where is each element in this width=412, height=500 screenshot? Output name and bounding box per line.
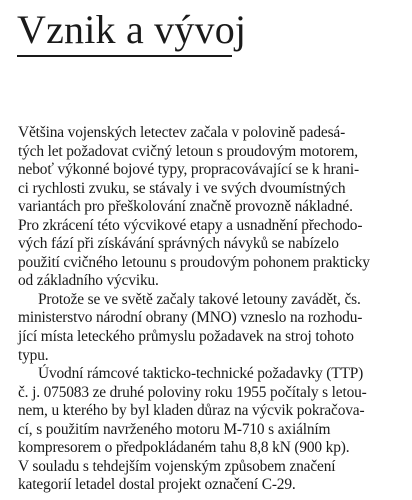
text-line: Většina vojenských letectev začala v polovině padesá-	[18, 124, 346, 141]
paragraph-3	[18, 365, 403, 495]
body-text	[18, 124, 403, 495]
text-line: neboť výkonné bojové typy, propracovávající se k hrani-	[18, 161, 359, 179]
text-line: ministerstvo národní obrany (MNO) vzneslo na rozhodu-	[18, 309, 363, 327]
paragraph-1	[18, 124, 403, 291]
text-line: variantách pro přeškolování značně provozně nákladné.	[18, 198, 353, 216]
heading-underline	[17, 55, 232, 57]
text-line: č. j. 075083 ze druhé poloviny roku 1955 počítaly s letou-	[18, 383, 367, 401]
text-line: Protože se ve světě začaly takové letouny zavádět, čs.	[38, 290, 361, 308]
text-line: typu.	[18, 346, 49, 364]
text-line: V souladu s tehdejším vojenským způsobem značení	[18, 457, 336, 475]
text-line: tých let požadovat cvičný letoun s proudovým motorem,	[18, 142, 358, 160]
text-line: kompresorem o předpokládaném tahu 8,8 kN (900 kp).	[18, 439, 350, 457]
paragraph-2	[18, 291, 403, 365]
text-line: vých fází při získávání správných návyků se nabízelo	[18, 235, 339, 253]
text-line: Úvodní rámcové takticko-technické požadavky (TTP)	[38, 365, 364, 383]
text-line: ci rychlosti zvuku, se stávaly i ve svých dvoumístných	[18, 179, 346, 197]
text-line: jící místa leteckého průmyslu požadavek na stroj tohoto	[18, 328, 354, 346]
text-line: od základního výcviku.	[18, 272, 159, 290]
text-line: Pro zkrácení této výcvikové etapy a usnadnění přechodo-	[18, 216, 363, 234]
text-line: cí, s použitím navrženého motoru M-710 s axiálním	[18, 420, 331, 438]
text-line: kategorií letadel dostal projekt označení C-29.	[18, 476, 296, 494]
section-heading: Vznik a vývoj	[17, 7, 247, 52]
text-line: použití cvičného letounu s proudovým pohonem prakticky	[18, 253, 370, 271]
text-line: nem, u kterého by byl kladen důraz na výcvik pokračova-	[18, 402, 365, 420]
